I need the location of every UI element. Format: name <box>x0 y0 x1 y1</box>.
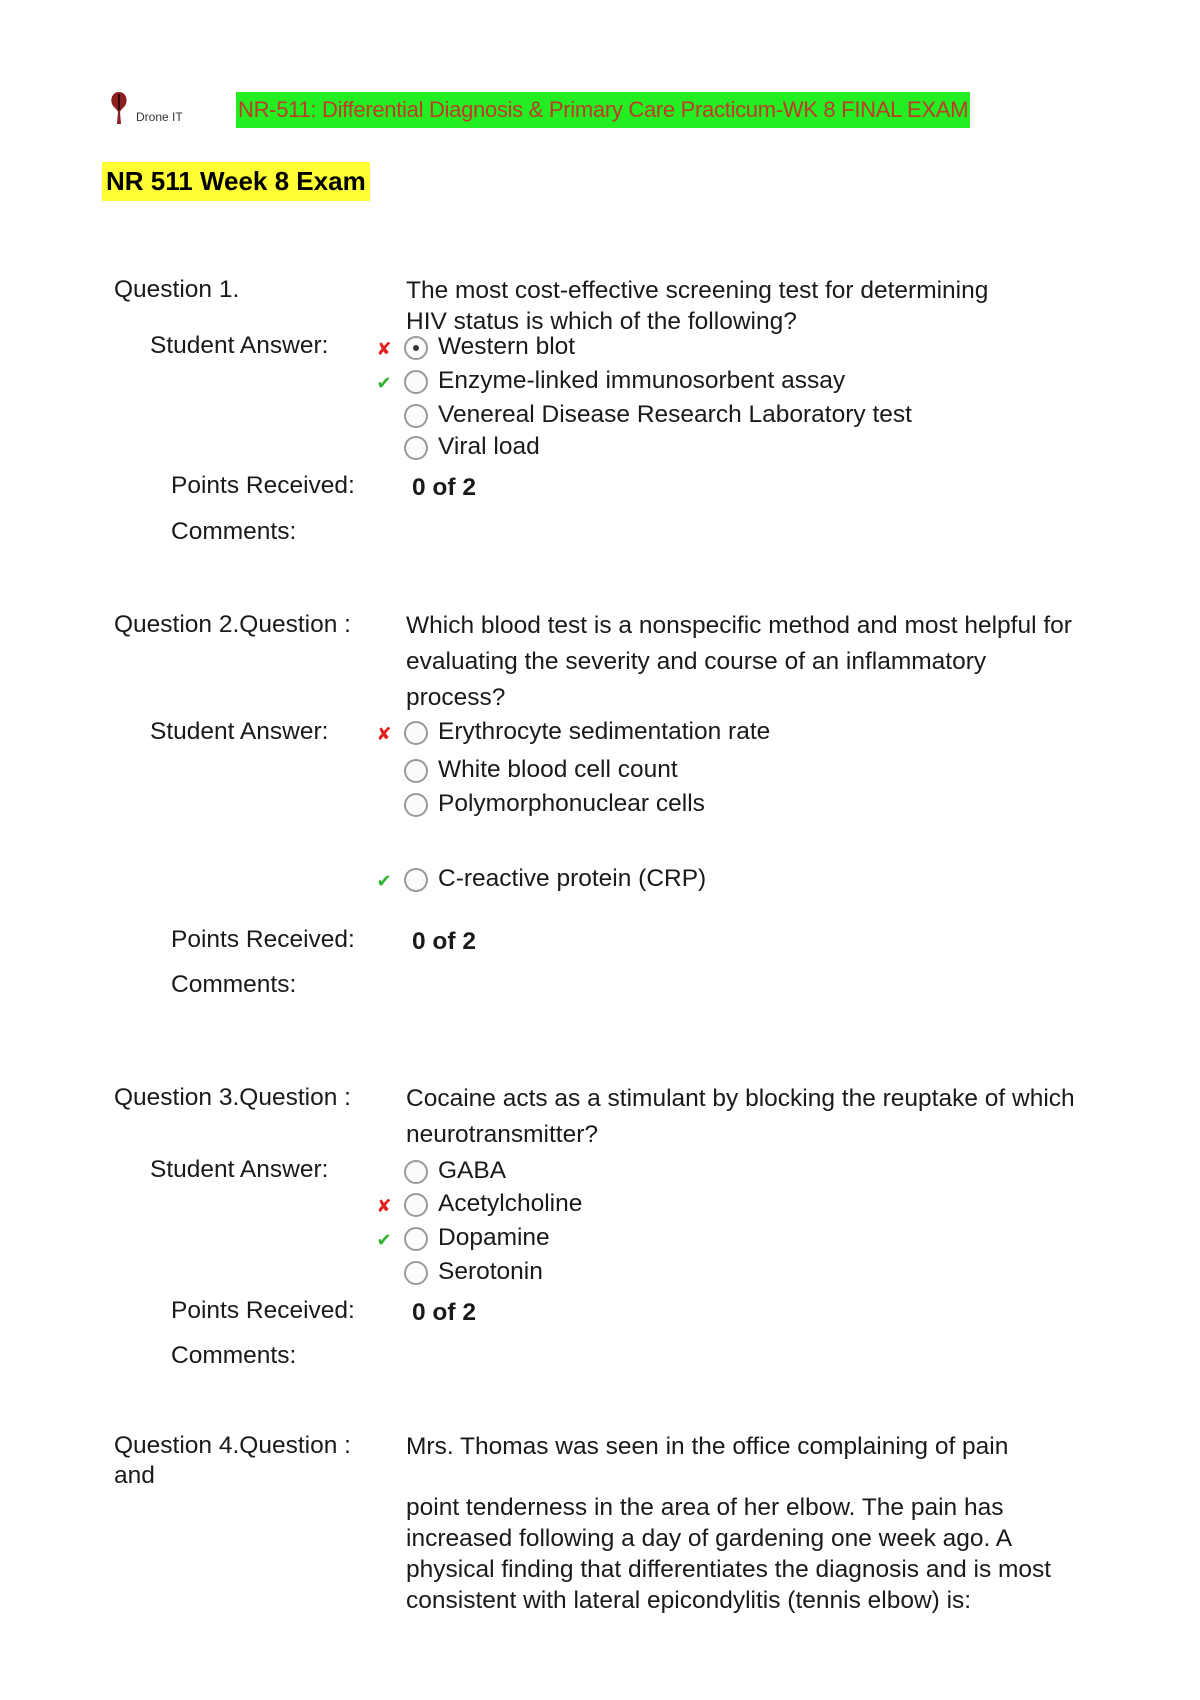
incorrect-x-icon: ✘ <box>376 724 392 744</box>
radio-button[interactable] <box>404 721 428 745</box>
points-received-label: Points Received: <box>171 926 355 953</box>
option-text: Acetylcholine <box>438 1190 583 1217</box>
option-text: Venereal Disease Research Laboratory test <box>438 401 912 428</box>
document-header <box>104 90 1104 140</box>
correct-check-icon: ✔ <box>376 871 392 891</box>
radio-button[interactable] <box>404 793 428 817</box>
question-text-line1: Mrs. Thomas was seen in the office complaining of pain <box>406 1433 1009 1460</box>
option-text: C-reactive protein (CRP) <box>438 865 707 892</box>
radio-button[interactable] <box>404 868 428 892</box>
option-text: Serotonin <box>438 1258 543 1285</box>
points-received-label: Points Received: <box>171 1297 355 1324</box>
exam-title-banner: NR-511: Differential Diagnosis & Primary Care Practicum-WK 8 FINAL EXAM <box>236 92 970 128</box>
student-answer-label: Student Answer: <box>150 718 329 745</box>
incorrect-x-icon: ✘ <box>376 1196 392 1216</box>
comments-label: Comments: <box>171 971 297 998</box>
radio-button[interactable] <box>404 336 428 360</box>
comments-label: Comments: <box>171 518 297 545</box>
question-text: Cocaine acts as a stimulant by blocking the reuptake of which neurotransmitter? <box>406 1085 1075 1148</box>
question-label: Question 1. <box>114 276 240 303</box>
question-label: Question 4.Question : and <box>114 1432 351 1489</box>
points-value: 0 of 2 <box>412 474 476 501</box>
comments-label: Comments: <box>171 1342 297 1369</box>
option-text: Dopamine <box>438 1224 550 1251</box>
radio-button[interactable] <box>404 370 428 394</box>
points-received-label: Points Received: <box>171 472 355 499</box>
correct-check-icon: ✔ <box>376 1230 392 1250</box>
option-text: Enzyme-linked immunosorbent assay <box>438 367 846 394</box>
radio-button[interactable] <box>404 436 428 460</box>
student-answer-label: Student Answer: <box>150 332 329 359</box>
drone-logo-icon <box>104 90 134 126</box>
incorrect-x-icon: ✘ <box>376 339 392 359</box>
student-answer-label: Student Answer: <box>150 1156 329 1183</box>
question-text: The most cost-effective screening test for determining HIV status is which of the following? <box>406 277 989 335</box>
option-text: White blood cell count <box>438 756 678 783</box>
option-text: GABA <box>438 1157 507 1184</box>
radio-button[interactable] <box>404 1193 428 1217</box>
question-text: Which blood test is a nonspecific method and most helpful for evaluating the severity and course of an inflammatory process? <box>406 612 1072 711</box>
option-text: Viral load <box>438 433 540 460</box>
radio-button[interactable] <box>404 404 428 428</box>
question-label: Question 2.Question : <box>114 611 351 638</box>
option-text: Polymorphonuclear cells <box>438 790 705 817</box>
radio-button[interactable] <box>404 759 428 783</box>
radio-button[interactable] <box>404 1227 428 1251</box>
radio-button[interactable] <box>404 1160 428 1184</box>
radio-button[interactable] <box>404 1261 428 1285</box>
points-value: 0 of 2 <box>412 928 476 955</box>
page-title: NR 511 Week 8 Exam <box>102 162 370 201</box>
question-text-line2: point tenderness in the area of her elbow. The pain has increased following a day of gardening one week ago. A physical finding that differentiates the diagnosis and is most consistent with lateral epicondylitis (tennis elbow) is: <box>406 1494 1052 1614</box>
correct-check-icon: ✔ <box>376 373 392 393</box>
option-text: Erythrocyte sedimentation rate <box>438 718 771 745</box>
question-label: Question 3.Question : <box>114 1084 351 1111</box>
points-value: 0 of 2 <box>412 1299 476 1326</box>
logo-text: Drone IT <box>136 110 183 124</box>
option-text: Western blot <box>438 333 576 360</box>
